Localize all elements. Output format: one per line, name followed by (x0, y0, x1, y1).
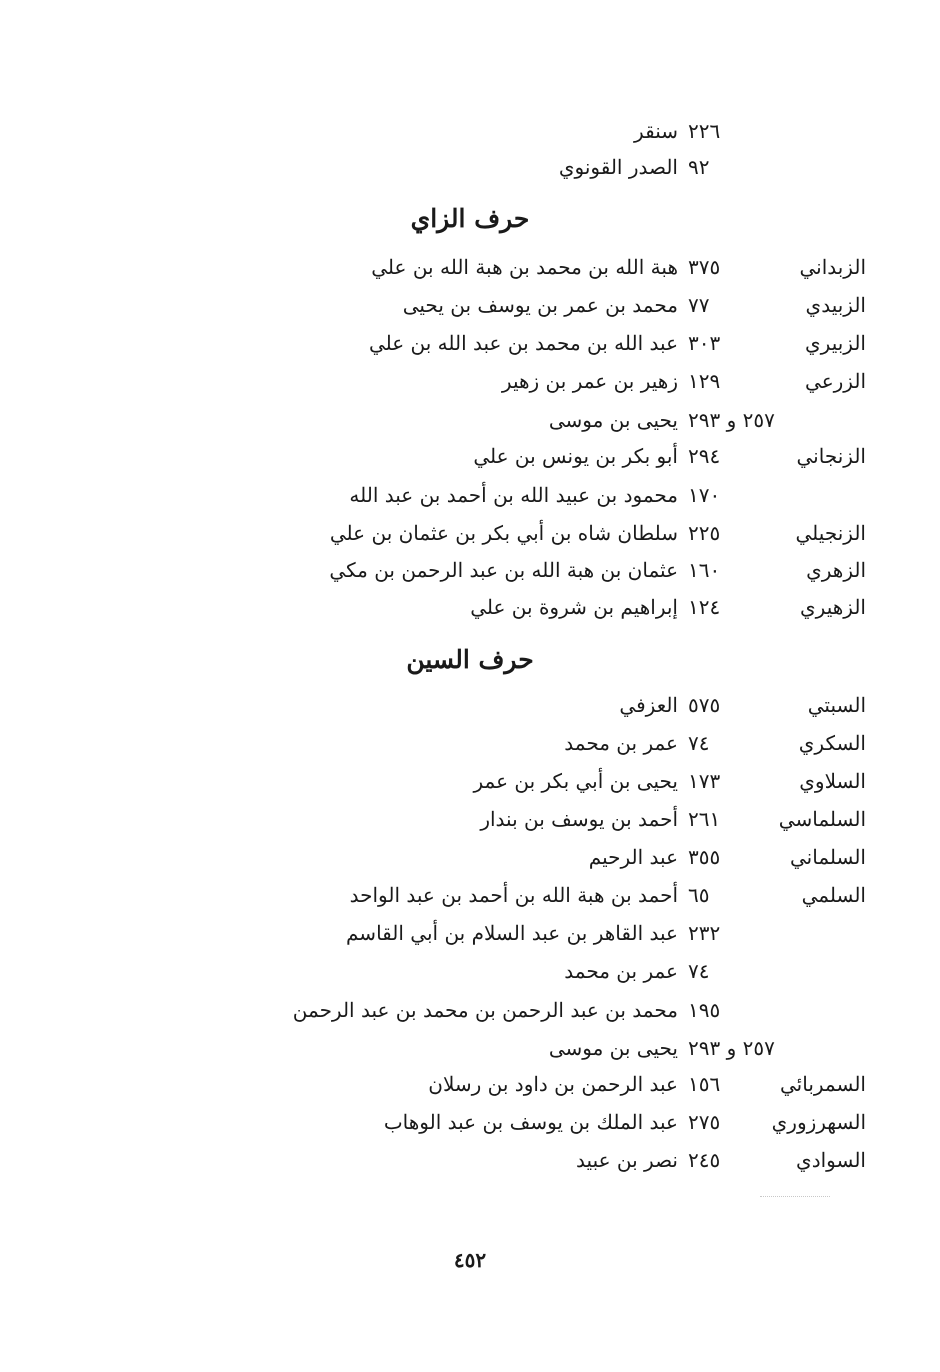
index-entry (0, 688, 940, 722)
entry-name: عبد الرحيم (588, 845, 678, 869)
entry-name: نصر بن عبيد (576, 1148, 678, 1172)
index-entry (0, 764, 940, 798)
entry-name: يحيى بن أبي بكر بن عمر (473, 769, 678, 793)
entry-nisba: الزهيري (800, 595, 866, 619)
entry-name: محمد بن عبد الرحمن بن محمد بن عبد الرحمن (292, 998, 678, 1022)
entry-name: عثمان بن هبة الله بن عبد الرحمن بن مكي (329, 558, 678, 582)
entry-pages: ٢٣٢ (688, 921, 721, 945)
index-entry (0, 250, 940, 284)
entry-name: يحيى بن موسى (548, 408, 678, 432)
entry-pages: ٦٥ (688, 883, 710, 907)
index-entry (0, 478, 940, 512)
entry-name: عبد الملك بن يوسف بن عبد الوهاب (383, 1110, 678, 1134)
entry-name: العزفي (619, 693, 678, 717)
entry-name: أحمد بن هبة الله بن أحمد بن عبد الواحد (349, 883, 678, 907)
entry-name: الصدر القونوي (558, 155, 678, 179)
entry-nisba: السكري (798, 731, 866, 755)
index-entry (0, 364, 940, 398)
entry-name: عمر بن محمد (564, 731, 678, 755)
entry-pages: ٢٦١ (688, 807, 721, 831)
entry-pages: ١٢٤ (688, 595, 721, 619)
entry-pages: ٥٧٥ (688, 693, 721, 717)
entry-name: إبراهيم بن شروة بن علي (470, 595, 678, 619)
entry-pages: ٢٥٧ و ٢٩٣ (688, 1036, 775, 1060)
index-entry (0, 288, 940, 322)
entry-pages: ٧٧ (688, 293, 710, 317)
index-entry (0, 403, 940, 437)
entry-nisba: الزبيري (805, 331, 866, 355)
entry-nisba: السمربائي (780, 1072, 866, 1096)
entry-name: سلطان شاه بن أبي بكر بن عثمان بن علي (329, 521, 678, 545)
entry-pages: ١٢٩ (688, 369, 721, 393)
entry-pages: ١٧٠ (688, 483, 721, 507)
entry-pages: ٣٧٥ (688, 255, 721, 279)
index-entry (0, 1067, 940, 1101)
index-entry (0, 993, 940, 1027)
entry-name: سنقر (634, 119, 678, 143)
entry-name: عبد الله بن محمد بن عبد الله بن علي (368, 331, 678, 355)
index-entry (0, 590, 940, 624)
entry-nisba: الزرعي (805, 369, 866, 393)
entry-name: أبو بكر بن يونس بن علي (473, 444, 678, 468)
entry-pages: ١٥٦ (688, 1072, 721, 1096)
index-entry (0, 802, 940, 836)
index-entry (0, 1105, 940, 1139)
entry-nisba: الزهري (806, 558, 866, 582)
entry-nisba: الزبيدي (805, 293, 866, 317)
entry-nisba: الزنجيلي (795, 521, 866, 545)
entry-name: يحيى بن موسى (548, 1036, 678, 1060)
entry-pages: ٣٠٣ (688, 331, 721, 355)
entry-pages: ١٧٣ (688, 769, 721, 793)
index-entry (0, 916, 940, 950)
entry-pages: ٣٥٥ (688, 845, 721, 869)
entry-pages: ٢٩٤ (688, 444, 721, 468)
entry-nisba: السوادي (796, 1148, 866, 1172)
index-entry (0, 878, 940, 912)
entry-name: عمر بن محمد (564, 959, 678, 983)
entry-pages: ٧٤ (688, 731, 710, 755)
section-heading: حرف الزاي (410, 204, 530, 233)
index-entry (0, 114, 940, 148)
entry-pages: ١٦٠ (688, 558, 721, 582)
entry-name: عبد الرحمن بن داود بن رسلان (428, 1072, 678, 1096)
page-number: ٤٥٢ (453, 1248, 487, 1272)
entry-name: محمد بن عمر بن يوسف بن يحيى (402, 293, 678, 317)
entry-pages: ٢٤٥ (688, 1148, 721, 1172)
index-entry (0, 326, 940, 360)
index-entry (0, 726, 940, 760)
entry-nisba: السلاوي (799, 769, 866, 793)
entry-nisba: السلمي (801, 883, 866, 907)
index-entry (0, 840, 940, 874)
entry-pages: ٢٢٦ (688, 119, 721, 143)
entry-pages: ٢٧٥ (688, 1110, 721, 1134)
entry-name: عبد القاهر بن عبد السلام بن أبي القاسم (346, 921, 678, 945)
entry-pages: ٢٥٧ و ٢٩٣ (688, 408, 775, 432)
section-heading: حرف السين (406, 645, 534, 674)
index-entry (0, 954, 940, 988)
faint-divider (760, 1196, 830, 1197)
entry-pages: ٩٢ (688, 155, 710, 179)
entry-pages: ١٩٥ (688, 998, 721, 1022)
entry-nisba: السلماسي (778, 807, 866, 831)
entry-nisba: الزنجاني (796, 444, 866, 468)
entry-nisba: الزبداني (799, 255, 866, 279)
entry-name: زهير بن عمر بن زهير (501, 369, 678, 393)
entry-name: محمود بن عبيد الله بن أحمد بن عبد الله (349, 483, 678, 507)
entry-pages: ٢٢٥ (688, 521, 721, 545)
index-entry (0, 516, 940, 550)
index-entry (0, 553, 940, 587)
entry-nisba: السلماني (789, 845, 866, 869)
entry-pages: ٧٤ (688, 959, 710, 983)
index-entry (0, 150, 940, 184)
entry-nisba: السهرزوري (771, 1110, 866, 1134)
entry-name: أحمد بن يوسف بن بندار (480, 807, 678, 831)
index-entry (0, 1143, 940, 1177)
index-entry (0, 439, 940, 473)
entry-name: هبة الله بن محمد بن هبة الله بن علي (371, 255, 678, 279)
index-entry (0, 1031, 940, 1065)
entry-nisba: السبتي (807, 693, 866, 717)
